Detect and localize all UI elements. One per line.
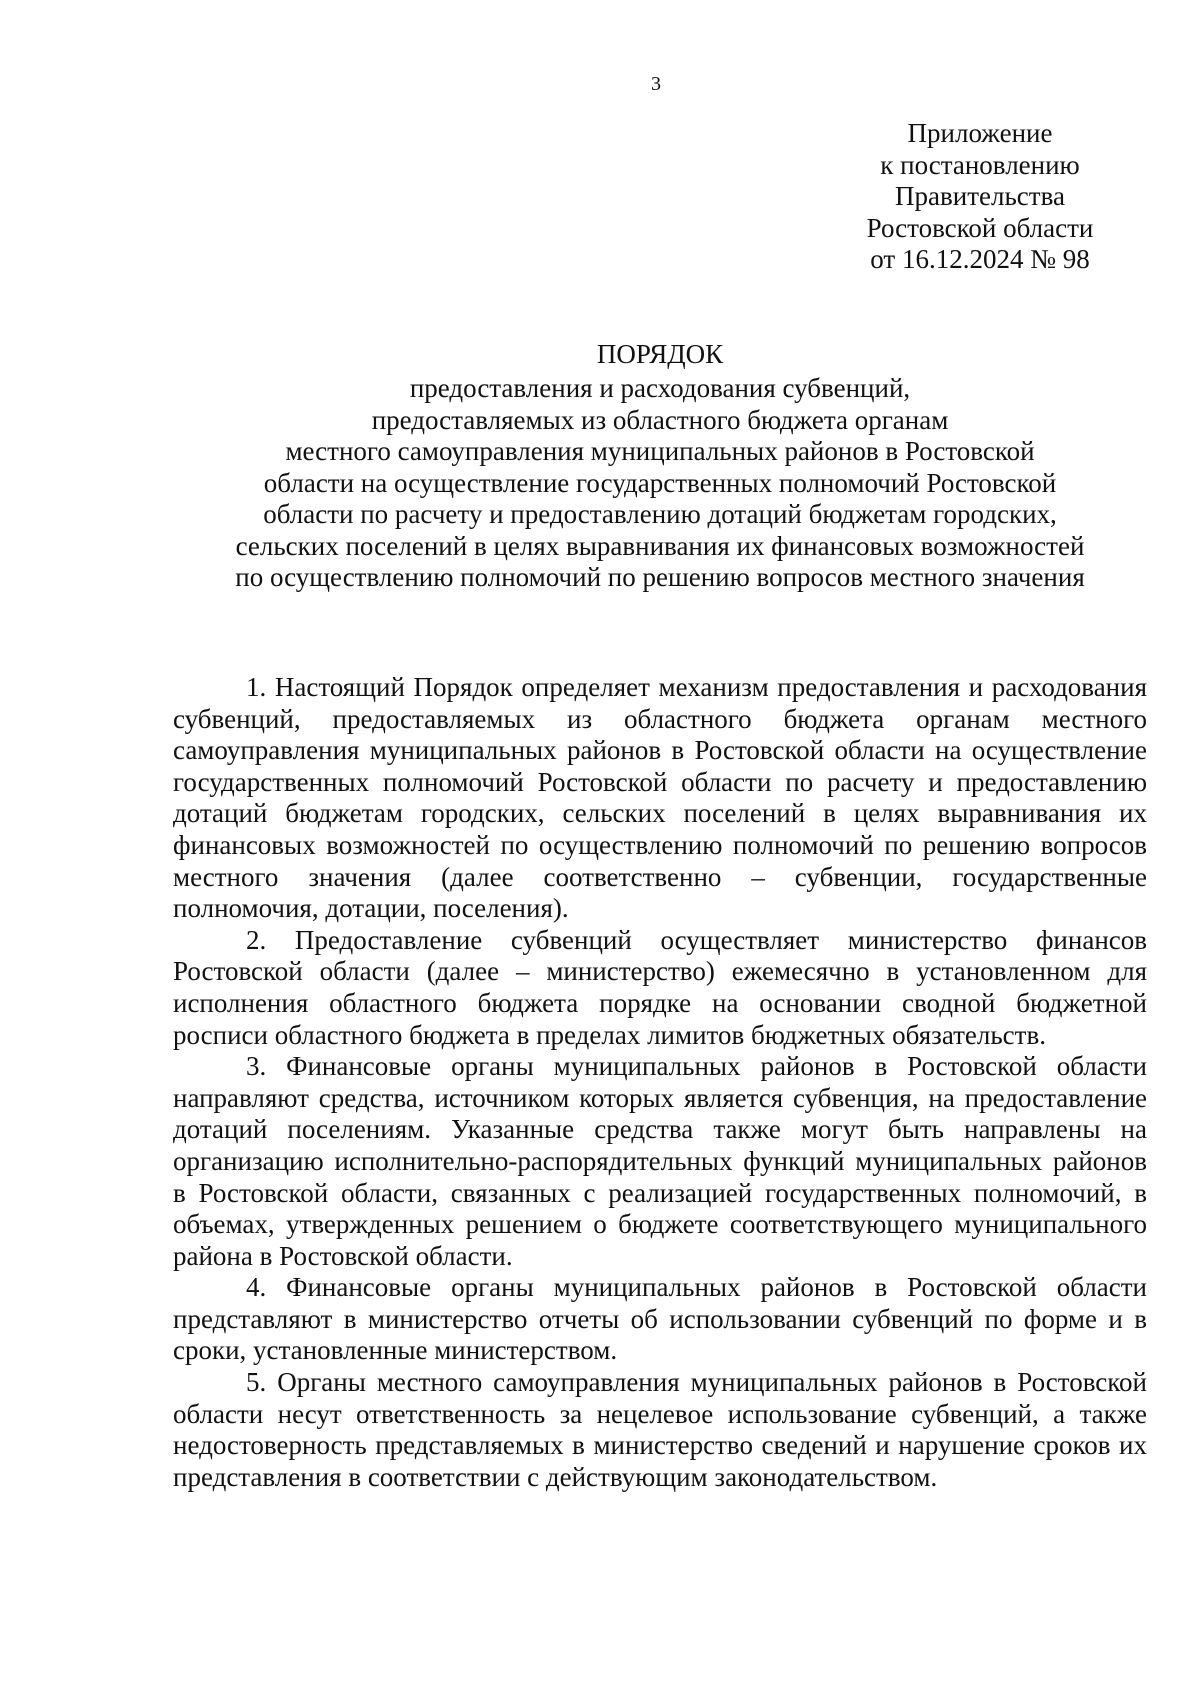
subtitle-line: сельских поселений в целях выравнивания их финансовых возможностей: [235, 530, 1085, 561]
subtitle-line: местного самоуправления муниципальных районов в Ростовской: [285, 436, 1035, 466]
paragraph-5: 5. Органы местного самоуправления муниципальных районов в Ростовской области несут ответственность за нецелевое использование субвенций, а также недостоверность представляемых в министерство сведений и нарушение сроков их представления в соответствии с действующим законодательством.: [173, 1367, 1147, 1492]
page-number: 3: [651, 73, 661, 95]
annex-line: от 16.12.2024 № 98: [870, 244, 1090, 274]
subtitle-line: области на осуществление государственных полномочий Ростовской: [263, 467, 1057, 498]
annex-line: к постановлению: [880, 149, 1080, 180]
document-subtitle: [160, 373, 1160, 594]
annex-line: Ростовской области: [866, 212, 1094, 243]
paragraph-4: 4. Финансовые органы муниципальных районов в Ростовской области представляют в министерство отчеты об использовании субвенций по форме и в сроки, установленные министерством.: [173, 1272, 1147, 1366]
subtitle-line: области по расчету и предоставлению дотаций бюджетам городских,: [263, 499, 1057, 529]
annex-block: [820, 118, 1140, 276]
paragraph-2: 2. Предоставление субвенций осуществляет министерство финансов Ростовской области (далее – министерство) ежемесячно в установленном для исполнения областного бюджета порядке на основании сводной бюджетной росписи областного бюджета в пределах лимитов бюджетных обязательств.: [173, 924, 1147, 1050]
document-body: [173, 672, 1147, 1493]
subtitle-line: предоставляемых из областного бюджета органам: [371, 404, 949, 435]
subtitle-line: предоставления и расходования субвенций,: [409, 373, 911, 403]
annex-line: Правительства: [895, 181, 1065, 211]
subtitle-line: по осуществлению полномочий по решению вопросов местного значения: [235, 562, 1085, 592]
annex-line: Приложение: [907, 118, 1053, 148]
paragraph-3: 3. Финансовые органы муниципальных районов в Ростовской области направляют средства, источником которых является субвенция, на предоставление дотаций поселениям. Указанные средства также могут быть направлены на организацию исполнительно-распорядительных функций муниципальных районов в Ростовской области, связанных с реализацией государственных полномочий, в объемах, утвержденных решением о бюджете соответствующего муниципального района в Ростовской области.: [173, 1051, 1147, 1271]
document-title: ПОРЯДОК: [596, 339, 724, 369]
paragraph-1: 1. Настоящий Порядок определяет механизм предоставления и расходования субвенций, предоставляемых из областного бюджета органам местного самоуправления муниципальных районов в Ростовской области на осуществление государственных полномочий Ростовской области по расчету и предоставлению дотаций бюджетам городских, сельских поселений в целях выравнивания их финансовых возможностей по осуществлению полномочий по решению вопросов местного значения (далее соответственно – субвенции, государственные полномочия, дотации, поселения).: [173, 672, 1147, 924]
